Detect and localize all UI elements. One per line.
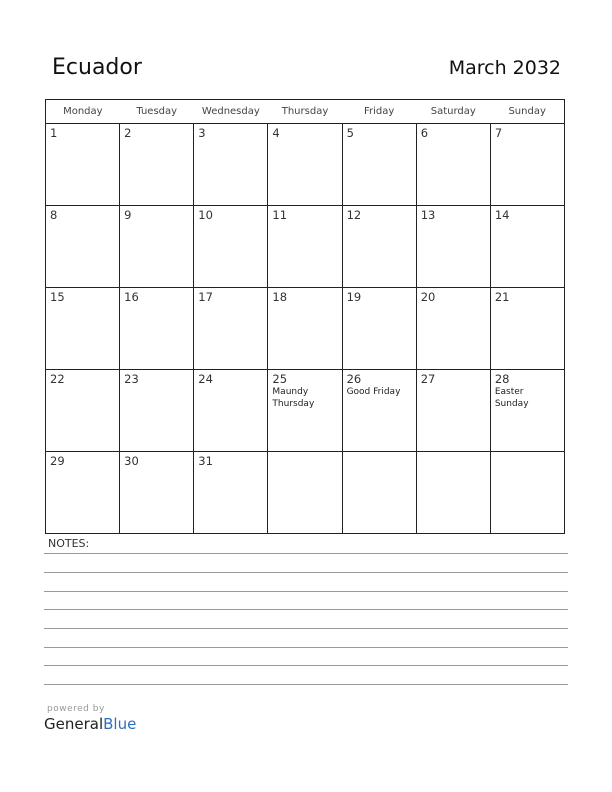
weekday-tuesday: Tuesday bbox=[120, 100, 194, 124]
day-number: 26 bbox=[346, 372, 362, 386]
day-number: 12 bbox=[346, 208, 362, 222]
day-cell[interactable] bbox=[268, 206, 342, 288]
day-number: 10 bbox=[198, 208, 213, 222]
day-number: 18 bbox=[272, 290, 288, 304]
day-cell[interactable] bbox=[342, 370, 416, 452]
notes-line bbox=[44, 647, 568, 648]
notes-line bbox=[44, 628, 568, 629]
day-cell[interactable] bbox=[120, 452, 194, 534]
day-cell[interactable] bbox=[416, 124, 490, 206]
day-number: 5 bbox=[346, 126, 354, 140]
day-cell[interactable] bbox=[46, 206, 120, 288]
day-cell[interactable] bbox=[46, 124, 120, 206]
weekday-saturday: Saturday bbox=[416, 100, 490, 124]
brand-general-text: General bbox=[44, 715, 104, 733]
notes-line bbox=[44, 684, 568, 685]
day-cell[interactable] bbox=[46, 370, 120, 452]
day-number: 30 bbox=[124, 454, 139, 468]
holiday-label: Easter Sunday bbox=[494, 387, 529, 409]
brand-logo bbox=[44, 704, 136, 733]
weekday-wednesday: Wednesday bbox=[194, 100, 268, 124]
notes-line bbox=[44, 609, 568, 610]
day-number: 28 bbox=[494, 372, 510, 386]
day-cell[interactable] bbox=[120, 124, 194, 206]
day-cell[interactable] bbox=[490, 124, 564, 206]
holiday-label: Good Friday bbox=[346, 387, 401, 397]
day-cell[interactable] bbox=[194, 370, 268, 452]
week-row bbox=[46, 206, 565, 288]
day-cell[interactable] bbox=[120, 206, 194, 288]
day-number: 7 bbox=[494, 126, 503, 140]
day-cell[interactable] bbox=[268, 452, 342, 534]
day-cell[interactable] bbox=[342, 124, 416, 206]
day-number: 4 bbox=[272, 126, 280, 140]
weekday-header-row bbox=[46, 100, 565, 124]
brand-name bbox=[44, 715, 136, 733]
day-cell[interactable] bbox=[416, 206, 490, 288]
day-cell[interactable] bbox=[490, 288, 564, 370]
day-number: 11 bbox=[272, 208, 288, 222]
day-cell[interactable] bbox=[490, 370, 564, 452]
notes-line bbox=[44, 591, 568, 592]
weekday-monday: Monday bbox=[46, 100, 120, 124]
week-row bbox=[46, 124, 565, 206]
day-number: 27 bbox=[420, 372, 436, 386]
day-cell[interactable] bbox=[194, 452, 268, 534]
week-row bbox=[46, 370, 565, 452]
day-cell[interactable] bbox=[268, 370, 342, 452]
day-number: 31 bbox=[198, 454, 213, 468]
calendar-grid bbox=[45, 99, 565, 534]
week-row bbox=[46, 288, 565, 370]
weekday-thursday: Thursday bbox=[268, 100, 342, 124]
notes-line bbox=[44, 553, 568, 554]
day-cell[interactable] bbox=[194, 288, 268, 370]
day-number: 24 bbox=[198, 372, 213, 386]
weekday-friday: Friday bbox=[342, 100, 416, 124]
day-number: 8 bbox=[50, 208, 58, 222]
day-cell[interactable] bbox=[342, 452, 416, 534]
day-number: 23 bbox=[124, 372, 139, 386]
day-cell[interactable] bbox=[120, 370, 194, 452]
notes-line bbox=[44, 665, 568, 666]
day-number: 3 bbox=[198, 126, 206, 140]
page-title: Ecuador bbox=[52, 55, 142, 80]
day-cell[interactable] bbox=[268, 288, 342, 370]
day-number: 2 bbox=[124, 126, 132, 140]
day-number: 13 bbox=[420, 208, 436, 222]
day-cell[interactable] bbox=[416, 452, 490, 534]
day-cell[interactable] bbox=[46, 452, 120, 534]
month-label: March 2032 bbox=[448, 57, 561, 79]
day-number: 14 bbox=[494, 208, 510, 222]
day-cell[interactable] bbox=[490, 206, 564, 288]
holiday-label: Maundy Thursday bbox=[272, 387, 315, 409]
day-number: 19 bbox=[346, 290, 362, 304]
day-cell[interactable] bbox=[342, 206, 416, 288]
day-cell[interactable] bbox=[342, 288, 416, 370]
day-number: 20 bbox=[420, 290, 436, 304]
day-number: 6 bbox=[420, 126, 429, 140]
notes-line bbox=[44, 572, 568, 573]
day-number: 1 bbox=[50, 126, 58, 140]
day-cell[interactable] bbox=[490, 452, 564, 534]
day-number: 16 bbox=[124, 290, 139, 304]
day-cell[interactable] bbox=[416, 370, 490, 452]
day-number: 17 bbox=[198, 290, 213, 304]
day-number: 25 bbox=[272, 372, 288, 386]
day-cell[interactable] bbox=[46, 288, 120, 370]
day-number: 15 bbox=[50, 290, 65, 304]
day-cell[interactable] bbox=[194, 124, 268, 206]
brand-blue-text: Blue bbox=[103, 715, 137, 733]
day-cell[interactable] bbox=[416, 288, 490, 370]
day-cell[interactable] bbox=[120, 288, 194, 370]
day-cell[interactable] bbox=[194, 206, 268, 288]
notes-label: NOTES: bbox=[48, 537, 90, 550]
day-number: 29 bbox=[50, 454, 65, 468]
day-number: 21 bbox=[494, 290, 510, 304]
day-number: 22 bbox=[50, 372, 65, 386]
weekday-sunday: Sunday bbox=[490, 100, 564, 124]
day-number: 9 bbox=[124, 208, 132, 222]
powered-by-text: powered by bbox=[47, 704, 105, 714]
day-cell[interactable] bbox=[268, 124, 342, 206]
week-row bbox=[46, 452, 565, 534]
